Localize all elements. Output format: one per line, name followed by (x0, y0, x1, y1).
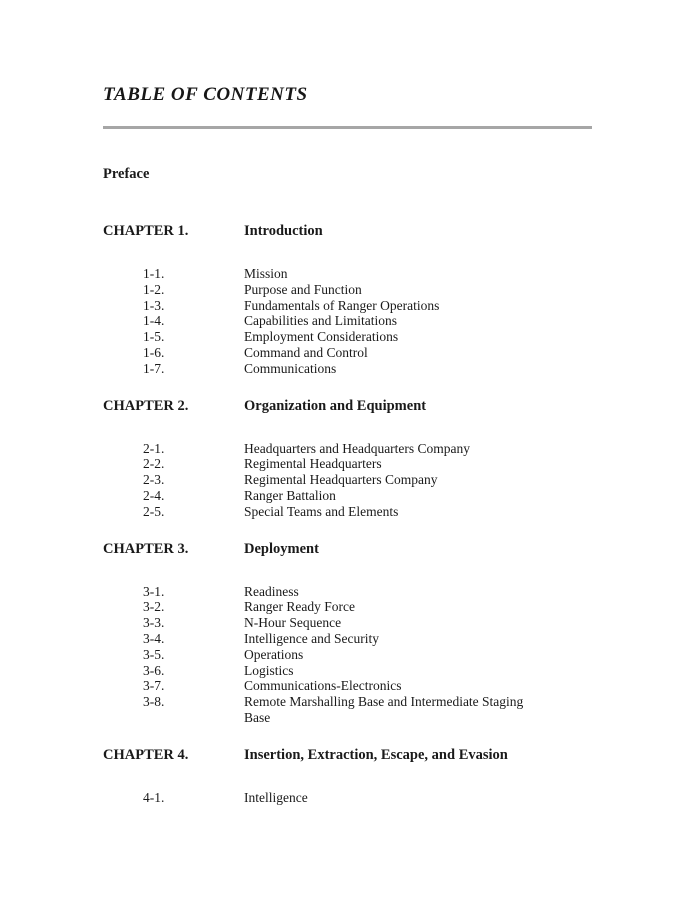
entry-title: Remote Marshalling Base and Intermediate Staging Base (244, 694, 524, 725)
entry-number: 1-2. (143, 281, 165, 297)
entry-number: 3-1. (143, 583, 165, 599)
entry-number: 2-1. (143, 440, 165, 456)
toc-entry (143, 472, 695, 488)
toc-entry (143, 694, 695, 726)
chapter-label: CHAPTER 3. (103, 540, 189, 557)
chapter-label: CHAPTER 1. (103, 223, 189, 239)
entry-number: 3-3. (143, 615, 165, 631)
entry-number: 2-3. (143, 472, 165, 488)
entry-title: Headquarters and Headquarters Company (244, 440, 471, 456)
toc-entry (143, 456, 695, 472)
toc-entry (143, 313, 695, 329)
entry-number: 4-1. (143, 789, 165, 805)
toc-entry (143, 678, 695, 694)
entry-number: 1-7. (143, 360, 165, 376)
chapter (103, 748, 695, 806)
toc-entry (143, 361, 695, 377)
toc-entry (143, 298, 695, 314)
chapter-label: CHAPTER 2. (103, 397, 189, 414)
entry-title: N-Hour Sequence (244, 615, 342, 631)
entry-number: 3-7. (143, 678, 165, 694)
toc-entry (143, 790, 695, 806)
horizontal-divider (103, 126, 592, 129)
toc-entry (143, 647, 695, 663)
entry-title: Intelligence and Security (244, 630, 379, 646)
chapter-header (103, 224, 695, 239)
entry-title: Special Teams and Elements (244, 503, 399, 519)
chapter-header (103, 399, 695, 414)
chapter-header (103, 542, 695, 557)
entry-number: 3-2. (143, 599, 165, 615)
toc-entry (143, 282, 695, 298)
entry-title: Regimental Headquarters Company (244, 472, 438, 488)
entry-title: Logistics (244, 662, 294, 678)
toc-entry (143, 441, 695, 457)
entry-title: Capabilities and Limitations (244, 313, 397, 329)
chapter (103, 542, 695, 726)
toc-entry (143, 663, 695, 679)
entry-title: Mission (244, 266, 288, 281)
chapter-label: CHAPTER 4. (103, 746, 189, 763)
entry-title: Communications (244, 360, 337, 376)
entry-title: Purpose and Function (244, 281, 362, 297)
toc-entry (143, 488, 695, 504)
chapter-header (103, 748, 695, 763)
entry-title: Ranger Battalion (244, 487, 336, 503)
section-list (143, 266, 695, 377)
toc-entry (143, 599, 695, 615)
entry-title: Regimental Headquarters (244, 456, 382, 472)
entry-title: Communications-Electronics (244, 678, 402, 694)
toc-entry (143, 329, 695, 345)
entry-number: 2-5. (143, 503, 165, 519)
entry-number: 1-4. (143, 313, 165, 329)
entry-number: 1-6. (143, 344, 165, 360)
entry-number: 3-4. (143, 630, 165, 646)
entry-number: 3-6. (143, 662, 165, 678)
entry-title: Readiness (244, 583, 299, 599)
page-title: TABLE OF CONTENTS (103, 84, 308, 105)
chapter-title: Deployment (244, 540, 319, 557)
entry-title: Intelligence (244, 789, 308, 805)
toc-entry (143, 504, 695, 520)
entry-number: 1-5. (143, 329, 165, 345)
section-list (143, 441, 695, 520)
entry-title: Fundamentals of Ranger Operations (244, 297, 440, 313)
toc-entry (143, 266, 695, 282)
entry-number: 1-1. (143, 266, 165, 281)
entry-title: Employment Considerations (244, 329, 399, 345)
entry-number: 3-5. (143, 646, 165, 662)
chapter-title: Insertion, Extraction, Escape, and Evasion (244, 746, 508, 763)
chapter (103, 399, 695, 520)
toc-entry (143, 615, 695, 631)
chapter-title: Organization and Equipment (244, 397, 427, 414)
entry-title: Ranger Ready Force (244, 599, 355, 615)
chapter-list (103, 224, 695, 806)
toc-entry (143, 631, 695, 647)
preface-heading: Preface (103, 166, 150, 182)
entry-number: 3-8. (143, 694, 165, 710)
toc-entry (143, 345, 695, 361)
section-list (143, 790, 695, 806)
chapter (103, 224, 695, 377)
toc-entry (143, 584, 695, 600)
entry-number: 2-4. (143, 487, 165, 503)
entry-number: 1-3. (143, 297, 165, 313)
entry-title: Operations (244, 646, 304, 662)
entry-title: Command and Control (244, 344, 368, 360)
entry-number: 2-2. (143, 456, 165, 472)
chapter-title: Introduction (244, 223, 323, 239)
section-list (143, 584, 695, 726)
